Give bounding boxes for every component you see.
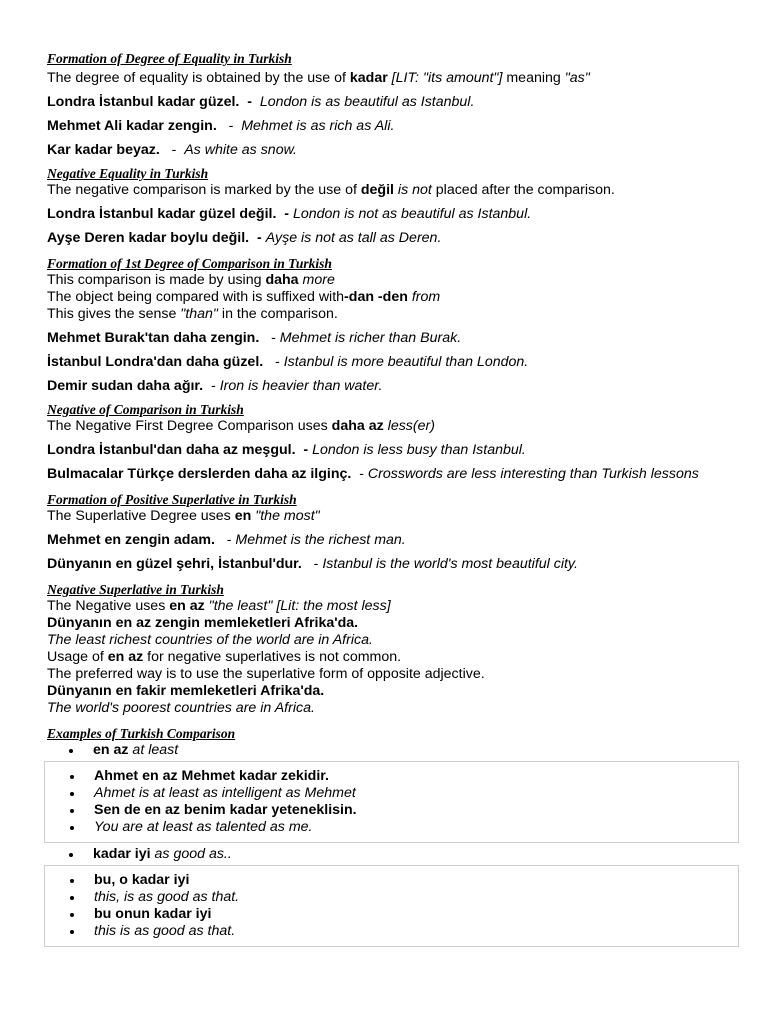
- list-item: Ahmet en az Mehmet kadar zekidir.: [45, 768, 738, 785]
- list-item: Ahmet is at least as intelligent as Mehmet: [45, 785, 738, 802]
- superlative-intro: The Superlative Degree uses en "the most": [47, 508, 320, 524]
- example-box: [44, 761, 739, 843]
- example-sentence: Ayşe Deren kadar boylu değil. - Ayşe is not as tall as Deren.: [47, 230, 442, 246]
- negative-comparison-intro: The Negative First Degree Comparison uses daha az less(er): [47, 418, 435, 434]
- heading-comparison: Formation of 1st Degree of Comparison in Turkish: [47, 256, 332, 271]
- example-sentence: Mehmet Burak'tan daha zengin. - Mehmet is richer than Burak.: [47, 330, 462, 346]
- negative-superlative-line-7: The world's poorest countries are in Africa.: [47, 700, 315, 716]
- example-box: [44, 865, 739, 947]
- list-item: this, is as good as that.: [45, 889, 738, 906]
- list-item-term: kadar iyi as good as..: [47, 846, 747, 863]
- example-sentence: Dünyanın en güzel şehri, İstanbul'dur. - Istanbul is the world's most beautiful city.: [47, 556, 578, 572]
- example-sentence: Londra İstanbul kadar güzel. - London is as beautiful as Istanbul.: [47, 94, 475, 110]
- negative-superlative-line-6: Dünyanın en fakir memleketleri Afrika'da.: [47, 683, 325, 699]
- comparison-line-2: The object being compared with is suffixed with-dan -den from: [47, 289, 441, 305]
- list-item: Sen de en az benim kadar yeteneklisin.: [45, 802, 738, 819]
- list-item: You are at least as talented as me.: [45, 819, 738, 836]
- example-sentence: Mehmet en zengin adam. - Mehmet is the richest man.: [47, 532, 406, 548]
- negative-superlative-line-2: Dünyanın en az zengin memleketleri Afrika'da.: [47, 615, 359, 631]
- example-sentence: Londra İstanbul kadar güzel değil. - London is not as beautiful as Istanbul.: [47, 206, 532, 222]
- negative-equality-intro: The negative comparison is marked by the use of değil is not placed after the comparison.: [47, 182, 615, 198]
- example-sentence: Bulmacalar Türkçe derslerden daha az ilginç. - Crosswords are less interesting than Turkish lessons: [47, 466, 699, 482]
- heading-negative-superlative: Negative Superlative in Turkish: [47, 582, 224, 597]
- list-item: bu, o kadar iyi: [45, 872, 738, 889]
- negative-superlative-line-5: The preferred way is to use the superlative form of opposite adjective.: [47, 666, 485, 682]
- heading-examples: Examples of Turkish Comparison: [47, 726, 236, 741]
- heading-superlative: Formation of Positive Superlative in Turkish: [47, 492, 297, 507]
- equality-intro: The degree of equality is obtained by the use of kadar [LIT: "its amount"] meaning "as": [47, 70, 590, 86]
- example-sentence: İstanbul Londra'dan daha güzel. - Istanbul is more beautiful than London.: [47, 354, 529, 370]
- example-sentence: Kar kadar beyaz. - As white as snow.: [47, 142, 297, 158]
- heading-equality: Formation of Degree of Equality in Turkish: [47, 51, 292, 66]
- heading-negative-comparison: Negative of Comparison in Turkish: [47, 402, 244, 417]
- negative-superlative-line-1: The Negative uses en az "the least" [Lit: the most less]: [47, 598, 391, 614]
- negative-superlative-line-4: Usage of en az for negative superlatives is not common.: [47, 649, 402, 665]
- example-sentence: Mehmet Ali kadar zengin. - Mehmet is as rich as Ali.: [47, 118, 395, 134]
- negative-superlative-line-3: The least richest countries of the world are in Africa.: [47, 632, 373, 648]
- example-sentence: Londra İstanbul'dan daha az meşgul. - London is less busy than Istanbul.: [47, 442, 526, 458]
- comparison-line-3: This gives the sense "than" in the comparison.: [47, 306, 338, 322]
- list-item-term: en az at least: [47, 742, 747, 759]
- example-sentence: Demir sudan daha ağır. - Iron is heavier than water.: [47, 378, 383, 394]
- document: [47, 50, 747, 947]
- list-item: this is as good as that.: [45, 923, 738, 940]
- heading-negative-equality: Negative Equality in Turkish: [47, 166, 209, 181]
- comparison-line-1: This comparison is made by using daha more: [47, 272, 335, 288]
- list-item: bu onun kadar iyi: [45, 906, 738, 923]
